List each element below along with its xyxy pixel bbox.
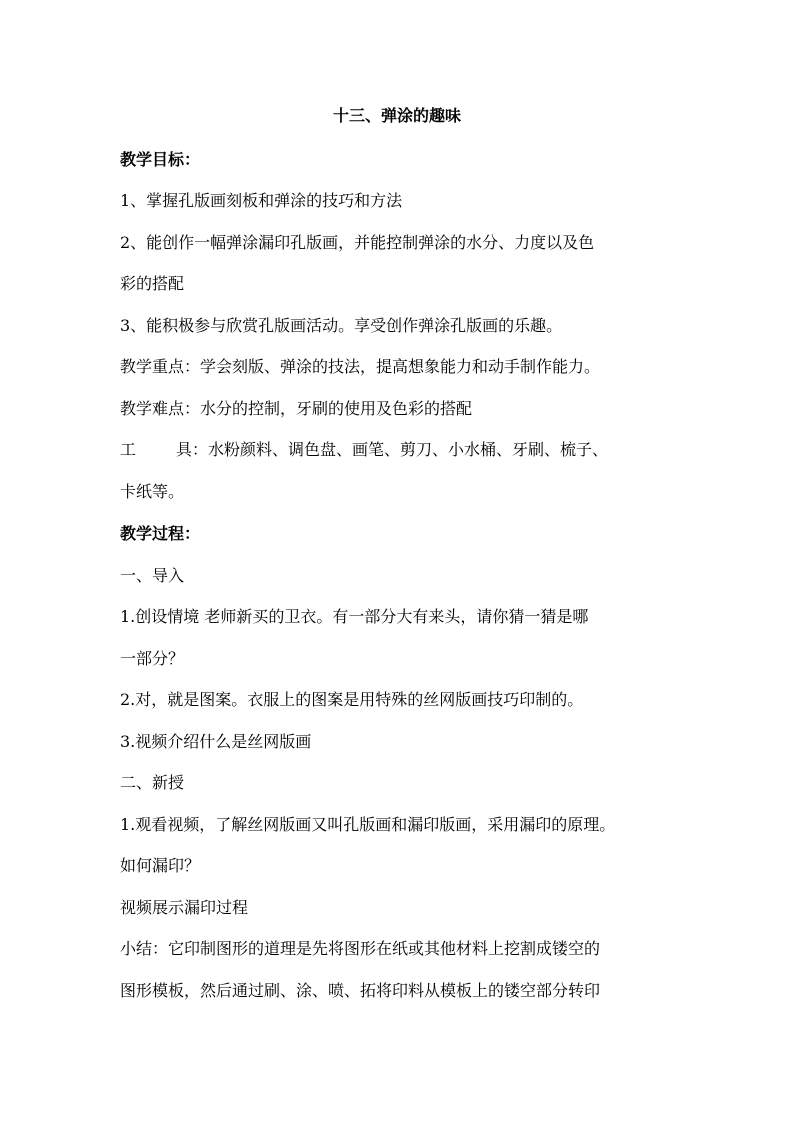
objectives-heading: 教学目标：: [120, 150, 201, 169]
objective-item-1: 1、掌握孔版画刻板和弹涂的技巧和方法: [120, 191, 403, 210]
process-heading: 教学过程：: [120, 524, 201, 543]
document-title: 十三、弹涂的趣味: [332, 106, 461, 125]
section-one-line-2: 一部分？: [120, 649, 185, 668]
tools-line: [120, 440, 680, 460]
tools-label-first: 工: [120, 440, 137, 459]
key-point: 教学重点：学会刻版、弹涂的技法，提高想象能力和动手制作能力。: [120, 357, 601, 376]
tools-label-second: 具：水粉颜料、调色盘、画笔、剪刀、小水桶、牙刷、梳子、: [176, 440, 609, 459]
tools-continued: 卡纸等。: [120, 482, 185, 501]
objective-item-2: 2、能创作一幅弹涂漏印孔版画，并能控制弹涂的水分、力度以及色: [120, 233, 595, 252]
section-two-line-2: 如何漏印？: [120, 856, 201, 875]
section-two-heading: 二、新授: [120, 773, 185, 792]
section-two-line-1: 1.观看视频，了解丝网版画又叫孔版画和漏印版画，采用漏印的原理。: [120, 815, 616, 834]
objective-item-3: 3、能积极参与欣赏孔版画活动。享受创作弹涂孔版画的乐趣。: [120, 316, 563, 335]
difficult-point: 教学难点：水分的控制，牙刷的使用及色彩的搭配: [120, 399, 473, 418]
section-one-line-4: 3.视频介绍什么是丝网版画: [120, 732, 312, 751]
section-two-line-5: 图形模板，然后通过刷、涂、喷、拓将印料从模板上的镂空部分转印: [120, 981, 601, 1000]
section-two-line-3: 视频展示漏印过程: [120, 898, 249, 917]
section-one-heading: 一、导入: [120, 566, 185, 585]
section-one-line-1: 1.创设情境 老师新买的卫衣。有一部分大有来头，请你猜一猜是哪: [120, 607, 589, 626]
section-two-line-4: 小结：它印制图形的道理是先将图形在纸或其他材料上挖割成镂空的: [120, 939, 601, 958]
objective-item-2-continued: 彩的搭配: [120, 274, 185, 293]
section-one-line-3: 2.对，就是图案。衣服上的图案是用特殊的丝网版画技巧印制的。: [120, 690, 584, 709]
